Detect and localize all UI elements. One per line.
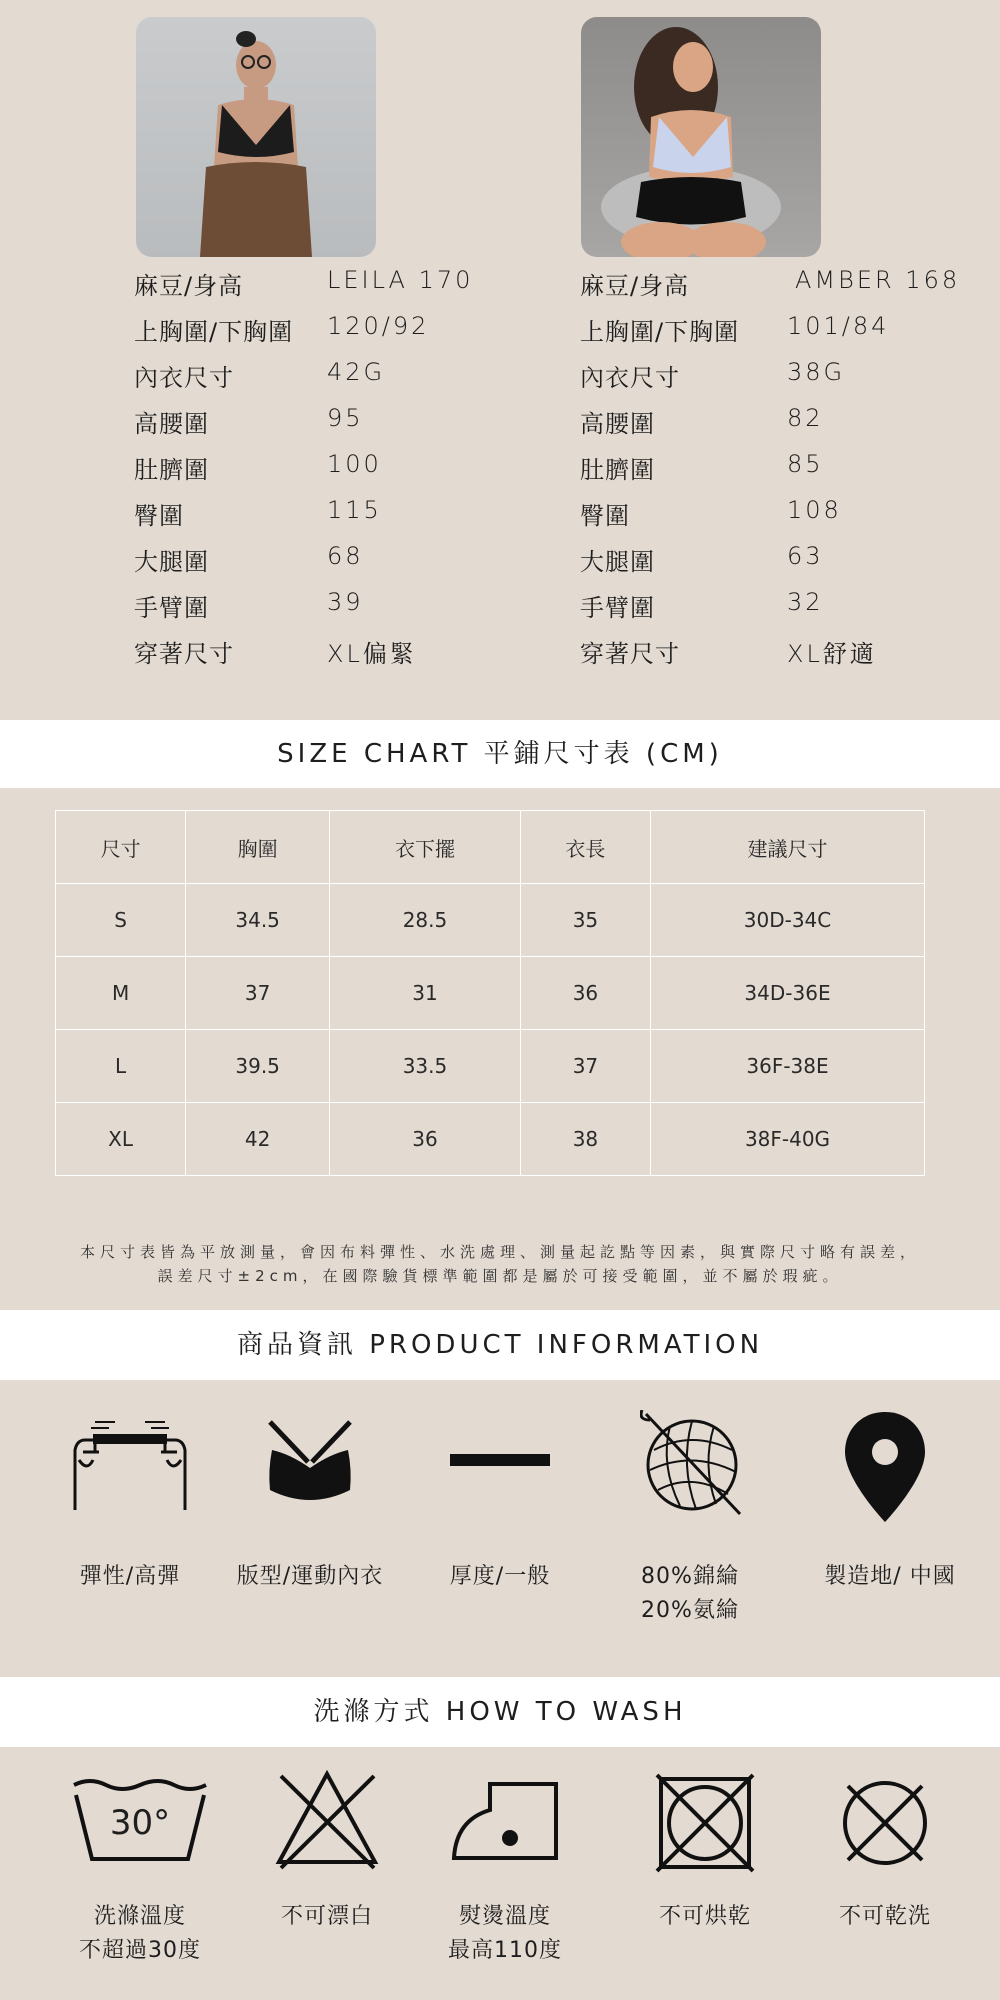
table-cell: XL (56, 1103, 186, 1176)
table-cell: 36 (330, 1103, 521, 1176)
wash-caption-line: 不可烘乾 (658, 1904, 751, 1929)
size-chart-title: SIZE CHART 平鋪尺寸表 (CM) (277, 739, 723, 769)
wash-header (0, 1677, 1000, 1747)
measurement-value: AMBER 168 (795, 266, 961, 294)
iron-icon (450, 1780, 560, 1865)
size-chart-note (20, 1240, 980, 1288)
wash-caption (415, 1900, 595, 1968)
stretch-icon (65, 1410, 195, 1510)
product-caption-line: 20%氨綸 (641, 1598, 739, 1623)
sports-bra-icon (260, 1410, 360, 1510)
measurement-value: 82 (787, 404, 824, 432)
product-info-header (0, 1310, 1000, 1380)
product-caption-line: 80%錦綸 (641, 1564, 739, 1589)
wash-caption (237, 1900, 417, 1934)
measurement-value: 32 (787, 588, 824, 616)
product-caption: 製造地/ 中國 (824, 1564, 956, 1589)
table-cell: 28.5 (330, 884, 521, 957)
table-cell: L (56, 1030, 186, 1103)
measurement-label: 大腿圍 (134, 548, 209, 576)
no-tumble-dry-icon (655, 1773, 755, 1873)
measurement-label: 肚臍圍 (134, 456, 209, 484)
measurement-value: 101/84 (787, 312, 890, 340)
wash-caption-line: 不超過30度 (79, 1938, 201, 1963)
table-cell: 31 (330, 957, 521, 1030)
table-cell: 36 (520, 957, 650, 1030)
measurement-label: 穿著尺寸 (134, 640, 234, 668)
table-cell: 36F-38E (651, 1030, 925, 1103)
measurement-value: 108 (787, 496, 842, 524)
size-chart-header (0, 720, 1000, 788)
measurement-label: 穿著尺寸 (580, 640, 680, 668)
size-chart-header-row (56, 811, 925, 884)
product-caption: 版型/運動內衣 (236, 1564, 384, 1589)
measurement-label: 內衣尺寸 (134, 364, 234, 392)
measurement-value: 38G (787, 358, 846, 386)
measurement-label: 上胸圍/下胸圍 (134, 318, 294, 346)
table-row (56, 957, 925, 1030)
table-row (56, 884, 925, 957)
table-cell: M (56, 957, 186, 1030)
wash-caption (615, 1900, 795, 1934)
table-cell: S (56, 884, 186, 957)
header-cell: 尺寸 (56, 811, 186, 884)
header-cell: 衣下擺 (330, 811, 521, 884)
no-bleach-icon (275, 1770, 380, 1870)
wash-title: 洗滌方式 HOW TO WASH (313, 1697, 687, 1727)
measurement-value: 115 (327, 496, 382, 524)
measurement-value: LEILA 170 (327, 266, 474, 294)
measurement-label: 手臂圍 (134, 594, 209, 622)
model-photo-amber (581, 17, 821, 257)
note-line: 本尺寸表皆為平放測量，會因布料彈性、水洗處理、測量起訖點等因素，與實際尺寸略有誤差， (79, 1243, 920, 1261)
table-cell: 33.5 (330, 1030, 521, 1103)
model-figure-leila (136, 17, 376, 257)
wash-caption-line: 不可漂白 (280, 1904, 373, 1929)
measurement-label: 內衣尺寸 (580, 364, 680, 392)
table-row (56, 1030, 925, 1103)
size-chart-table (55, 810, 925, 1176)
measurement-label: 上胸圍/下胸圍 (580, 318, 740, 346)
thickness-line-icon (450, 1450, 550, 1470)
measurement-label: 臀圍 (580, 502, 630, 530)
table-cell: 34.5 (186, 884, 330, 957)
header-cell: 胸圍 (186, 811, 330, 884)
measurement-label: 臀圍 (134, 502, 184, 530)
wash-caption-line: 最高110度 (448, 1938, 562, 1963)
note-line: 誤差尺寸±2cm，在國際驗貨標準範圍都是屬於可接受範圍，並不屬於瑕疵。 (157, 1267, 843, 1285)
measurement-value: 68 (327, 542, 364, 570)
wash-caption (795, 1900, 975, 1934)
model-photo-leila (136, 17, 376, 257)
product-caption: 厚度/一般 (449, 1564, 551, 1589)
table-cell: 38 (520, 1103, 650, 1176)
product-caption: 彈性/高彈 (79, 1564, 181, 1589)
measurement-label: 大腿圍 (580, 548, 655, 576)
table-cell: 35 (520, 884, 650, 957)
measurement-label: 高腰圍 (134, 410, 209, 438)
header-cell: 衣長 (520, 811, 650, 884)
wash-caption-line: 不可乾洗 (838, 1904, 931, 1929)
header-cell: 建議尺寸 (651, 811, 925, 884)
model-figure-amber (581, 17, 821, 257)
measurement-value: 100 (327, 450, 382, 478)
measurement-label: 手臂圍 (580, 594, 655, 622)
measurement-value: 95 (327, 404, 364, 432)
measurement-label: 肚臍圍 (580, 456, 655, 484)
measurement-label: 高腰圍 (580, 410, 655, 438)
measurement-value: 120/92 (327, 312, 430, 340)
measurement-label: 麻豆/身高 (580, 272, 690, 300)
measurement-value: XL偏緊 (327, 640, 417, 668)
table-cell: 39.5 (186, 1030, 330, 1103)
measurement-value: 85 (787, 450, 824, 478)
wash-temp-symbol: 30° (109, 1803, 171, 1843)
table-cell: 38F-40G (651, 1103, 925, 1176)
product-caption (600, 1560, 780, 1628)
no-dry-clean-icon (840, 1778, 930, 1868)
table-cell: 30D-34C (651, 884, 925, 957)
table-cell: 37 (520, 1030, 650, 1103)
wash-caption-line: 熨燙溫度 (458, 1904, 551, 1929)
table-row (56, 1103, 925, 1176)
table-cell: 42 (186, 1103, 330, 1176)
measurement-value: 39 (327, 588, 364, 616)
measurement-value: XL舒適 (787, 640, 877, 668)
measurement-label: 麻豆/身高 (134, 272, 244, 300)
location-pin-icon (843, 1410, 927, 1525)
wash-caption (50, 1900, 230, 1968)
yarn-ball-icon (640, 1410, 750, 1520)
wash-caption-line: 洗滌溫度 (93, 1904, 186, 1929)
table-cell: 34D-36E (651, 957, 925, 1030)
product-info-title: 商品資訊 PRODUCT INFORMATION (236, 1330, 764, 1360)
wash-30-icon (70, 1775, 210, 1865)
measurement-value: 42G (327, 358, 386, 386)
measurement-value: 63 (787, 542, 824, 570)
table-cell: 37 (186, 957, 330, 1030)
